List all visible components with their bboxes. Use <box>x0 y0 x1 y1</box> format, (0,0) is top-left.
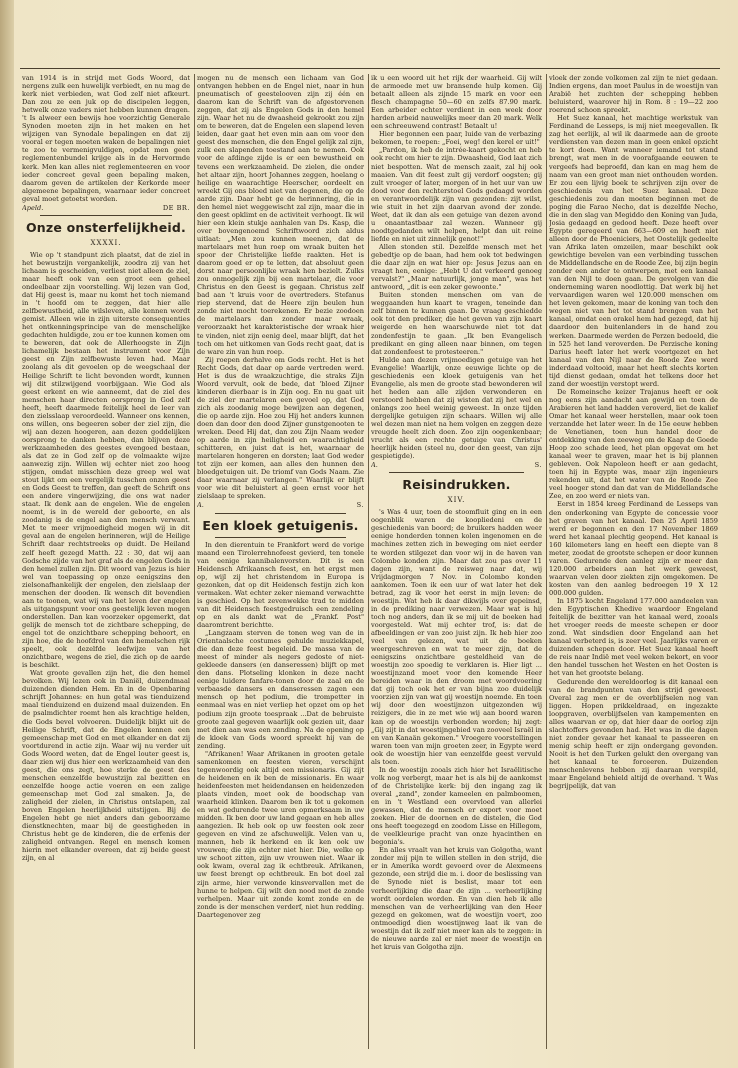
column-rule-2 <box>368 74 369 1049</box>
article-text: mogen nu de mensch een lichaam van God ontvangen hebben en de Engel niet, naar in hun pneumatisch of geestelooven zijn zij één en daarom kan de Schrift van de afgestorvenen zeggen, dat zij als Engelen Gods in den hemel zijn. Waar het nu de dwaasheid gekrookt zou zijn om te beweren, dat de Engelen een slapend leven leiden, daar gaat het even min aan om voor den geest des menschen, die den Engel gelijk zal zijn, zulk een slapenden toestand aan te nemen. Ook voor de afdinge zijde is er een bewustheid en tevens een werkzaamheid. De zielen, die onder het altaar zijn, hoort Johannes zeggen, hoelang o heilige en waarachtige Heerscher, oordeelt en wreekt Gij ons bloed niet van degenen, die op de aarde zijn. Daar hebt ge de herinnering, die in den hemel niet weggewischt zal zijn, maar die in den geest opklimt en de activiteit verhoogt. Ik wil hier een klein stukje aanhalen van Ds. Kasp, die over bovengenoemd Schriftwoord zich aldus uitlaat: „Men zou kunnen meenen, dat de martelaars met hun roep om wraak buiten het spoor der Christelijke liefde raakten. Het is daarom goed er op te letten, dat absoluut geen dorst naar persoonlijke wraak hen bezielt. Zulks zou onmogelijk zijn bij een martelaar, die voor Christus en den Geest is gegaan. Christus zelf bad aan 't kruis voor de overtreders. Stefanus riep stervend, dat de Heere zijn beulen hun zonde niet mocht toerekenen. Er bezie zoodoen de martelaars dan zonder maar wraak, veroorzaakt het karakteristische der wraak hier te vinden, niet zijn eenig deel, maar blijft, dat het toch om het uitkomen van Gods recht gaat, dat is de ware zin van hun roep. <box>197 74 364 356</box>
article-text: Allen stonden stil. Dezelfde mensch met het gebedtje op de baan, had hem ook tot bedwingen die daar zijn en wat hier op: Jesus Jezus aan en vraagt hen, eenige: „Hebt U dat verkeerd genoeg vervalst?" „Maar natuurlijk, jonge man", was het antwoord, „dit is een zeker gewoonte." <box>371 242 542 292</box>
section-number: XXXXI. <box>90 238 122 247</box>
signature <box>22 204 190 212</box>
article-text: Eerst in 1854 kreeg Ferdinand de Lesseps van den onderkoning van Egypte de concessie voor het graven van het kanaal. Den 25 April 1859 werd er begonnen en den 17 November 1869 werd het kanaal plechtig geopend. Het kanaal is 160 kilometers lang en heeft een diepte van 8 meter, zoodat de grootste schepen er door kunnen varen. Gedurende den aanleg zijn er meer dan 120.000 arbeiders aan het werk geweest, waarvan velen door ziekten zijn omgekomen. De kosten van den aanleg bedroegen 19 X 12 000.000 gulden. <box>549 500 718 597</box>
section-title-kloek-getuigenis: Een kloek getuigenis. <box>202 517 359 533</box>
section-title-reisindrukken: Reisindrukken. <box>402 477 511 493</box>
signature-initials: DE BR. <box>162 203 190 212</box>
signature-initials: S. <box>534 461 542 470</box>
signature <box>197 501 364 509</box>
column-rule-3 <box>546 74 547 1049</box>
article-text: ik u een woord uit het rijk der waarheid. Gij wilt de armoede met uw bransende hulp komen. Gij betaalt alleen als zijnde 15 mark en voor een flesch champagne 50—60 en zelfs 87.90 mark. Een arbeider echter verdient in een week door harden arbeid nauwelijks meer dan 20 mark. Welk een schreeuwend contrast! Betaalt u! <box>371 74 542 131</box>
column-1 <box>22 74 190 1049</box>
article-text: Buiten stonden menschen om van de weggaanden hun kaart te vragen, teneinde dan zelf binnen te kunnen gaan. De vraag geschiedde ook tot den prediker, die het geven van zijn kaart weigerde en hen waarschuwde niet tot dat zondenfestijn te gaan. „Ik ben Evangelisch predikant en ging alleen naar binnen, om tegen dat zondenfeest te protesteeren." <box>371 291 542 356</box>
article-text: In de woestijn zooals zich hier het Israëlitische volk nog verbergt, maar het is als bij de aankomst of de Christelijke kerk: bij den ingang zag ik overal „zand", zonder kameelen en palmboomen, en in 't Westland een overvloed van allerlei gewassen, dat de mensch er export voor moet zoeken. Hier de doornen en de distelen, die God ons heeft toegezegd en zoodom Lisse en Hillegom, de veelkleurige pracht van onze hyacinthen en begonia's. <box>371 765 542 847</box>
top-rule <box>20 68 720 69</box>
article-text: "Afrikanen! Waar Afrikanen in grooten getale samenkomen en feesten vieren, verschijnt tegenwoordig ook altijd een missionaris. Gij zijt de heidenen en ik ben de missionaris. En waar heidenfeesten met heidendansen en heidenzeden plaats vinden, moet ook de boodschap van waarheid klinken. Daarom ben ik tot u gekomen en wat gedurende twee uren opmerksaam in uw midden. Ik ben door uw land gegaan en heb alles aangezien. Ik heb ook op uw feesten ook zeer gegeven en vind ze afschuwelijk. Velen van u, mannen, heb ik herkend en ik ken ook uw vrouwen; die zijn echter niet hier. Die, welke op uw schoot zitten, zijn uw vrouwen niet. Waar ik ook kwam, overal zag ik echtbreuk. Afrikanen, uw feest brengt op echtbreuk. En bot doel zal zijn arme, hier verwonde kinsvervallen met de hunne te helpen. Gij wilt den nood met de zonde verhelpen. Maar uit zonde komt zonde en de zonde is der menschen verderf, niet hun redding. Daartegenover zeg <box>197 749 364 919</box>
article-text: Zij roepen derhalve om Gods recht. Het is het Recht Gods, dat daar op aarde vertreden werd. Het is dus de wraakzuchtige, die straks Zijn Woord vervult, ook de bede, dat 'bloed Zijner kinderen dierbaar is in Zijn oog. En nu gaat uit de ziel der martelaren een gevoel op, dat God zich als zoodanig moge bewijzen aan degenen, die op aarde zijn. Hoe zou Hij het anders kunnen doen dan door den dood Zijner gunstgenooten te wreken. Deed Hij dat, dan zou Zijn Naam weder op aarde in zijn heiligheid en waarachtigheid schitteren, en juist dat is het, waarnaar de martelaren hongeren en dorsten; laat God weder tot zijn eer komen, aan alles den hunnen den bloedgetuigen uit. De triomf van Gods Naam. Zie daar waarnaar zij verlangen." Waarlijk er blijft voor wie dit beluistert al geen ernst voor het zielslaap te spreken. <box>197 355 364 501</box>
article-text: 's Was 4 uur, toen de stoomfluit ging en in een oogenblik waren de koopliedeni en de geschiedenis van boord; de bruikers hadden weer eenige honderden tonnen kolen ingenomen en de machines zetten zich in beweging om niet eerder te worden stilgezet dan voor wij in de haven van Colombo konden zijn. Maar dat zou pas over 11 dagen zijn, want de reisweg naar dat, wij Vrijdagmorgen 7 Nov. in Colombo konden aankomen. Toen ik een uur of wat later het dek betrad, zag ik voor het eerst in mijn leven: de woestijn. Wat heb ik daar dikwijls over gepeinsd, in de prediking naar verwezen. Maar wat is hij toch nog anders, dan ik se mij uit de boeken had voorgesteld. Wat mij echter trof, is: dat de afbeeldingen er van zoo juist zijn. Ik heb hier zoo veel van gelezen, wat uit de boeken weergeschreven en wat te meer zijn, dat de eenigszins onzichtbare gesteldheid van de woestijn zoo spoedig te verklaren is. Hier ligt ... woestijnzand moet voor den komende Heer bereiden waar in den droom met woordvoering dat gij toch ook het er van bijna zoo duidelijk voorzien zijn van wat gij woestijn noemde. En toen wij door den woestijnzon uitgezonden wij reizigers, die in ze met wie wij aan boord waren kan op de woestijn verbonden worden; hij zegt: „Gij zijt in dat woestijngebied van zooveel Israël in en van Kanaän gekomen." Vroegere voorstellingen waren toen van mijn groeten zeer, in Egypte werd ook de woestijn hier van eenzelfde geest vervuld als toen. <box>371 508 542 766</box>
column-3 <box>371 74 542 1049</box>
article-text: In 1875 kocht Engeland 177.000 aandeelen van den Egyptischen Khedive waardoor Engeland feitelijk de bezitter van het kanaal werd, zooals het vroeger reeds de meeste schepen er door zond. Wat sindsdien door Engeland aan het kanaal verbeterd is, is zeer veel. Jaarlijks varen er duizenden schepen door. Het Suez kanaal heeft de reis naar Indië met veel weken bekort, en voor den handel tusschen het Westen en het Oosten is het van het grootste belang. <box>549 597 718 678</box>
article-text: Het Suez kanaal, het machtige werkstuk van Ferdinand de Lesseps, is mij niet meegevallen. Ik zag het eerlijk, al wil ik daarmede aan de groote verdiensten van dezen man in geen enkel opzicht te kort doen. Want wanneer iemand tot stand brengt, wat men in de voorafgaande eeuwen te vergeefs had beproefd, dan kan en mag hem de naam van een groot man niet onthouden worden. Er zou een lijvig boek te schrijven zijn over de geschiedenis van het Suez kanaal. Deze geschiedenis zou dan moeten beginnen met de poging die Farao Necho, dat is dezelfde Necho, die in den slag van Megiddo den Koning van Juda, Josia gedaagd en gedood heeft. Deze heeft over Egypte geregeerd van 663—609 en heeft niet alleen door de Phoeniciers, het Oostelijk gedeelte van Afrika laten omzeilen, maar beschikt ook gewichtige bevelen van een verbinding tusschen de Middellandsche en de Roode Zee, bij zijn begin zonder een ander te ontwerpen, met een kanaal van den Nijl te doen gaan. De gevolgen van die onderneming waren noodlottig. Dat werk bij het vervaardigen waren wel 120.000 menschen om het leven gekomen, maar de koning van toch den wegen niet van het tot stand brengen van het kanaal, omdat een orakel hem had gezegd, dat hij daardoor den buitenlanders in de hand zou werken. Daarmede werden de Perzen bedoeld, die in 525 het land veroverden. De Perzische koning Darius heeft later het werk voortgezet en het kanaal van den Nijl naar de Roode Zee werd inderdaad voltooid, maar het heeft slechts korten tijd dienst gedaan, omdat het telkens door het zand der woestijn verstopt werd. <box>549 114 718 388</box>
article-text: Gedurende den wereldoorlog is dit kanaal een van de brandpunten van den strijd geweest. Overal zag men er de overblijfselen nog van liggen. Hopen prikkeldraad, en ingezakte loopgraven, overblijfselen van kampementen en alles waarvan er op, dat hier daar de oorlog zijn slachtoffers gevonden had. Het was in die dagen niet zonder gevaar het kanaal te passeeren en menig schip heeft er zijn ondergang gevonden. Nooit is het den Turken gelukt den overgang van het kanaal te forceeren. Duizenden menschenlevens hebben zij daaraan verspild, maar Engeland behield altijd de overhand. 't Was begrijpelijk, dat van <box>549 677 718 791</box>
article-text: En alles vraalt van het kruis van Golgotha, want zonder mij pijn te willen stellen in den strijd, die er in Amerika wordt gevoerd over de Alexmeens gezonde, een strijd die m. i. door de beslissing van de Synode niet is beslist, maar tot een verheerlijking die daar de zijn ... verheerlijking wordt oordelen worden. En van dien heb ik alle menschen van de verheerlijking van den Heer gezegd en gekomen, wat de woestijn voert, zoo ontmoedigd dien woestijnweg laat ik van de woestijn dat ik zelf niet meer kan als te zeggen: in de nieuwe aarde zal er niet meer de woestijn en het kruis van Golgotha zijn. <box>371 846 542 951</box>
article-text: Wat groote gevallen zijn het, die den hemel bevolken. Wij lezen ook in Daniël, duizendmaal duizenden dienden Hem. En in de Openbaring schrijft Johannes: en hun getal was tienduizend maal tienduizend en duizend maal duizenden. En de psalmdichter roemt hen als krachtige helden, die Gods bevel volvoeren. Duidelijk blijkt uit de Heilige Schrift, dat de Engelen kennen een gemeenschap met God en met elkander en dat zij voortdurend in actie zijn. Waar wij nu verder uit Gods Woord weten, dat de Engel louter geest is, daar zien wij dus hier een werkzaamheid van den geest, die ons zegt, hoe sterke de geest des menschen eenzelfde bewustzijn zal bezitten en eenzelfde hooge actie voeren en een zalige gemeenschap met God zal smaken. Ja, de zaligheid der zielen, in Christus ontslapen, zal boven Engelen heerlijkheid uitstijgen. Bij de Engelen hebt ge niet anders dan geboorzame dienstknechten, maar bij de geestigheden in Christus hebt ge de kinderen, die de erfenis der zaligheid ontvangen. Regel en mensch komen hierin met elkander overeen, dat zij beide geest zijn, en al <box>22 669 190 863</box>
signature-name: A. <box>371 461 378 470</box>
column-2 <box>197 74 364 1049</box>
signature-initials: S. <box>356 501 364 510</box>
article-text: „Pardon, ik heb de intrée-kaart gekocht en heb ook recht om hier te zijn. Dwaasheid, God laat zich niet bespotten. Wat de mensch zaait, zal hij ook maaien. Van dit feest zult gij verdorf oogsten; gij zult vroeger of later, morgen of in het uur van uw dood voor den rechterstoel Gods gedaagd worden en verantwoordelijk zijn van gezonden: zijt wilst, wie stuit in het zijn daarvan avond der zonde. Weet, dat ik dan als een getuige van dezen avond u onaantastbaar zal wezen. Wanneer gij noodtgedanden wilt helpen, helpt dan uit reine liefde en niet uit zinnelijk genot!" <box>371 146 542 243</box>
article-text: „Langzaam sterven de tonen weg van de in Orientaalsche costumes gehulde muziekkapel, die dan deze feest begeleid. De massa van de meest of minder als negers gedoste of niet-gekleede dansers (en danseressen) blijft op met den dans. Plotseling klonken in deze nacht eenige luidere fanfare-tonen door de zaal en de verbaasde dansers en danseressen zagen een mensch op het podium, die trompetter in eenmaal was en niet verliep het opzet om op het podium zijn groote toespraak ...Dat de bebruiste groote zaal gegeven waarlijk ook gezien uit, daar met dien aan was een zending. Na de opening op de kloek van Gods woord spreekt hij van de zending. <box>197 629 364 750</box>
column-4 <box>549 74 718 1049</box>
article-text: Hier begonnen een paar, luide van de verbazing bekomen, te roepen: „Foei, weg! den kerel er uit!" <box>371 130 542 147</box>
article-text: van 1914 is in strijd met Gods Woord, dat nergens zulk een huwelijk verbiedt, en nu mag de kerk niet verbieden, wat God zelf niet afkeurt. Dan zou ze een juk op de discipelen leggen, hetwelk onze vaders niet hebben kunnen dragen. 't Is alweer een bewijs hoe voorzichtig Generale Synoden moeten zijn in het maken en het wijzigen van Synodale bepalingen en dat zij vooral er tegen moeten waken de bepalingen niet te zoo te vermenigvuldigen, opdat men geen reglementenbundel krijge als in de Hervormde kerk. Men kan alles niet reglementeeren en voor ieder concreet geval geen bepaling maken, daarom geven de artikelen der Kerkorde meer algemeene bepalingen, waarnaar ieder concreet geval moet getoetst worden. <box>22 74 190 203</box>
binding-gutter <box>0 0 14 1068</box>
article-text: Hulde aan dezen vrijmoedigen getuige van het Evangelie! Waarlijk, onze eeuwige lichte op de geschiedenis een kloek getuigenis van het Evangelie, als men de groote stad bewonderen wil het heden aan alle zijden verwonderen en verstoord hebben dat zij wisten dat zij het wel en onlangs zoo heel weinig geweest. In onze tijden dergelijke getuigen zijn schaars. Willen wij alle wel dezen man niet na hem volgen en zeggen deze vreugde heelt zich doen. Zoo zijn oogenkenbaar; vrucht als een rechte getuige van Christus' heerlijk heiden (steel nu, door den geest, van zijn gespietigde). <box>371 355 542 461</box>
article-text: vloek der zonde volkomen zal zijn te niet gedaan. Indien ergens, dan moet Paulus in de woestijn van Arabië het zuchten der schepping hebben beluisterd, waarover hij in Rom. 8 : 19—22 zoo roerend schoon spreekt. <box>549 74 718 115</box>
section-divider <box>215 537 346 538</box>
column-rule-1 <box>194 74 195 1049</box>
article-text: In den dierentuin te Frankfort werd de vorige maand een Tirolerrehnofeest gevierd, ten tonele van eenige kannibalenvorsten. Dit is een Heidensch Afrikaansch feest, en het ergst men op, wijl zij het christendom in Europa is gezonken, dat op dit Heidensch festijn zich kon vermaken. Wat echter zeker niemand verwachtte is geschied. Op het zevenwekke trad te midden van dit Heidensch feestgedruisch een zendeling op en als dankt wat de „Frankf. Post" daaromtrent berichtte. <box>197 540 364 629</box>
signature-name: A. <box>197 501 204 510</box>
section-divider <box>215 513 346 514</box>
signature <box>371 461 542 469</box>
section-divider <box>40 215 172 216</box>
section-number: XIV. <box>447 496 466 505</box>
section-divider <box>389 472 524 473</box>
article-text: Wie op 't standpunt zich plaatst, dat de ziel in het bewustzijn vergankelijk, zoodra zij van het lichaam is gescheiden, verliest niet alleen de ziel, maar heeft ook van een groot een geheel ondeelbaar zijn voorstelling. Wij lezen van God, dat Hij geest is, maar nu komt het toch niemand in 't hoofd om te zeggen, dat hier alle zelfbewustheid, alle wilsleven, alle kennen wordt gemist. Alleen wie in zijn uiterste consequenties het ontkenningsprincipe van de menschelijke gedachten huldigde, zou er toe kunnen komen om te beweren, dat ook de Allerhoogste in Zijn lichamelijk bestaan het instrument voor Zijn geest en Zijn zelfbewuste leven had. Maar zoolang als dit gevoelen op de weegschaal der Heilige Schrift te licht bevonden wordt, kunnen wij dit stilzwijgend voorbijgaan. Wie God als geest erkent en wie aanneemt, dat de ziel des menschen haar directen oorsprong in God zelf heeft, heeft daarmede feitelijk heel de leer van den zielsslaap veroordeeld. Wanneer ons kennen, ons willen, ons begeeren sober der ziel zijn, die wij aan dezen hoogeren, aan dezen goddelijken oorsprong te danken hebben, dan blijven deze werkzaamheden des geestes evengoed bestaan, als dat ze in God zelf op de volmaakte wijze aanwezig zijn. Willen wij echter niet zoo hoog stijgen, omdat misschien deze greep wel wat stout lijkt om een vergelijk tusschen onzen geest en Gods Geest te treffen, dan geeft de Schrift ons een andere vingerwijzing, die ons wat nader staat. Ik denk aan de engelen. Wie de engelen noemt, is in de wereld der geboorte, en als zoodanig is de engel aan den mensch verwant. Met te meer vrijmoedigheid mogen wij in dit geval aan de engelen herinneren, wijl de Heilige Schrift daar rechtstreeks op duidt. De Heiland zelf heeft gezegd Matth. 22 : 30, dat wij aan Godsche zijde van het graf als de engelen Gods in den hemel zullen zijn. Dit woord van Jezus is hier wel van toepassing op onze eenigszins den zielsonafhankelijk der engelen, den zielslaap der menschen der dooden. Ik wensch dit bovendien aan te toonen, wat wij van het leven der engelen als uitgangspunt voor ons geestelijk leven mogen onderstellen. Dan kan voorzeker opgemerkt, dat gelijk de mensch tot de zichtbare schepping, de engel tot de onzichtbare schepping behoort, en zijn hoe, die de hoofdrol van den hemelschen rijk speelt, ook dezelfde leefwijze van het onzichtbare, wegens de ziel, die zich op de aarde is beschikt. <box>22 250 190 670</box>
section-title-onsterfelijkheid: Onze onsterfelijkheid. <box>25 219 186 235</box>
article-text: De Romeinsche keizer Trajanus heeft er ook nog eens zijn aandacht aan gewijd en toen de Arabieren het land hadden veroverd, liet de kalief Omar het kanaal weer herstellen, maar ook toen verzandde het later weer. In de 15e eeuw hebben de Venetianen, toen hun handel door de ontdekking van den zeeweg om de Kaap de Goede Hoop zoo schade leed, het plan opgevat om het kanaal weer te graven, maar het is bij plannen gebleven. Ook Napoleon heeft er aan gedacht, toen hij in Egypte was, maar zijn ingenieurs rekenden uit, dat het water van de Roode Zee veel hooger stond dan dat van de Middellandsche Zee, en zoo werd er niets van. <box>549 387 718 501</box>
signature-place: Apeld. <box>22 203 44 212</box>
